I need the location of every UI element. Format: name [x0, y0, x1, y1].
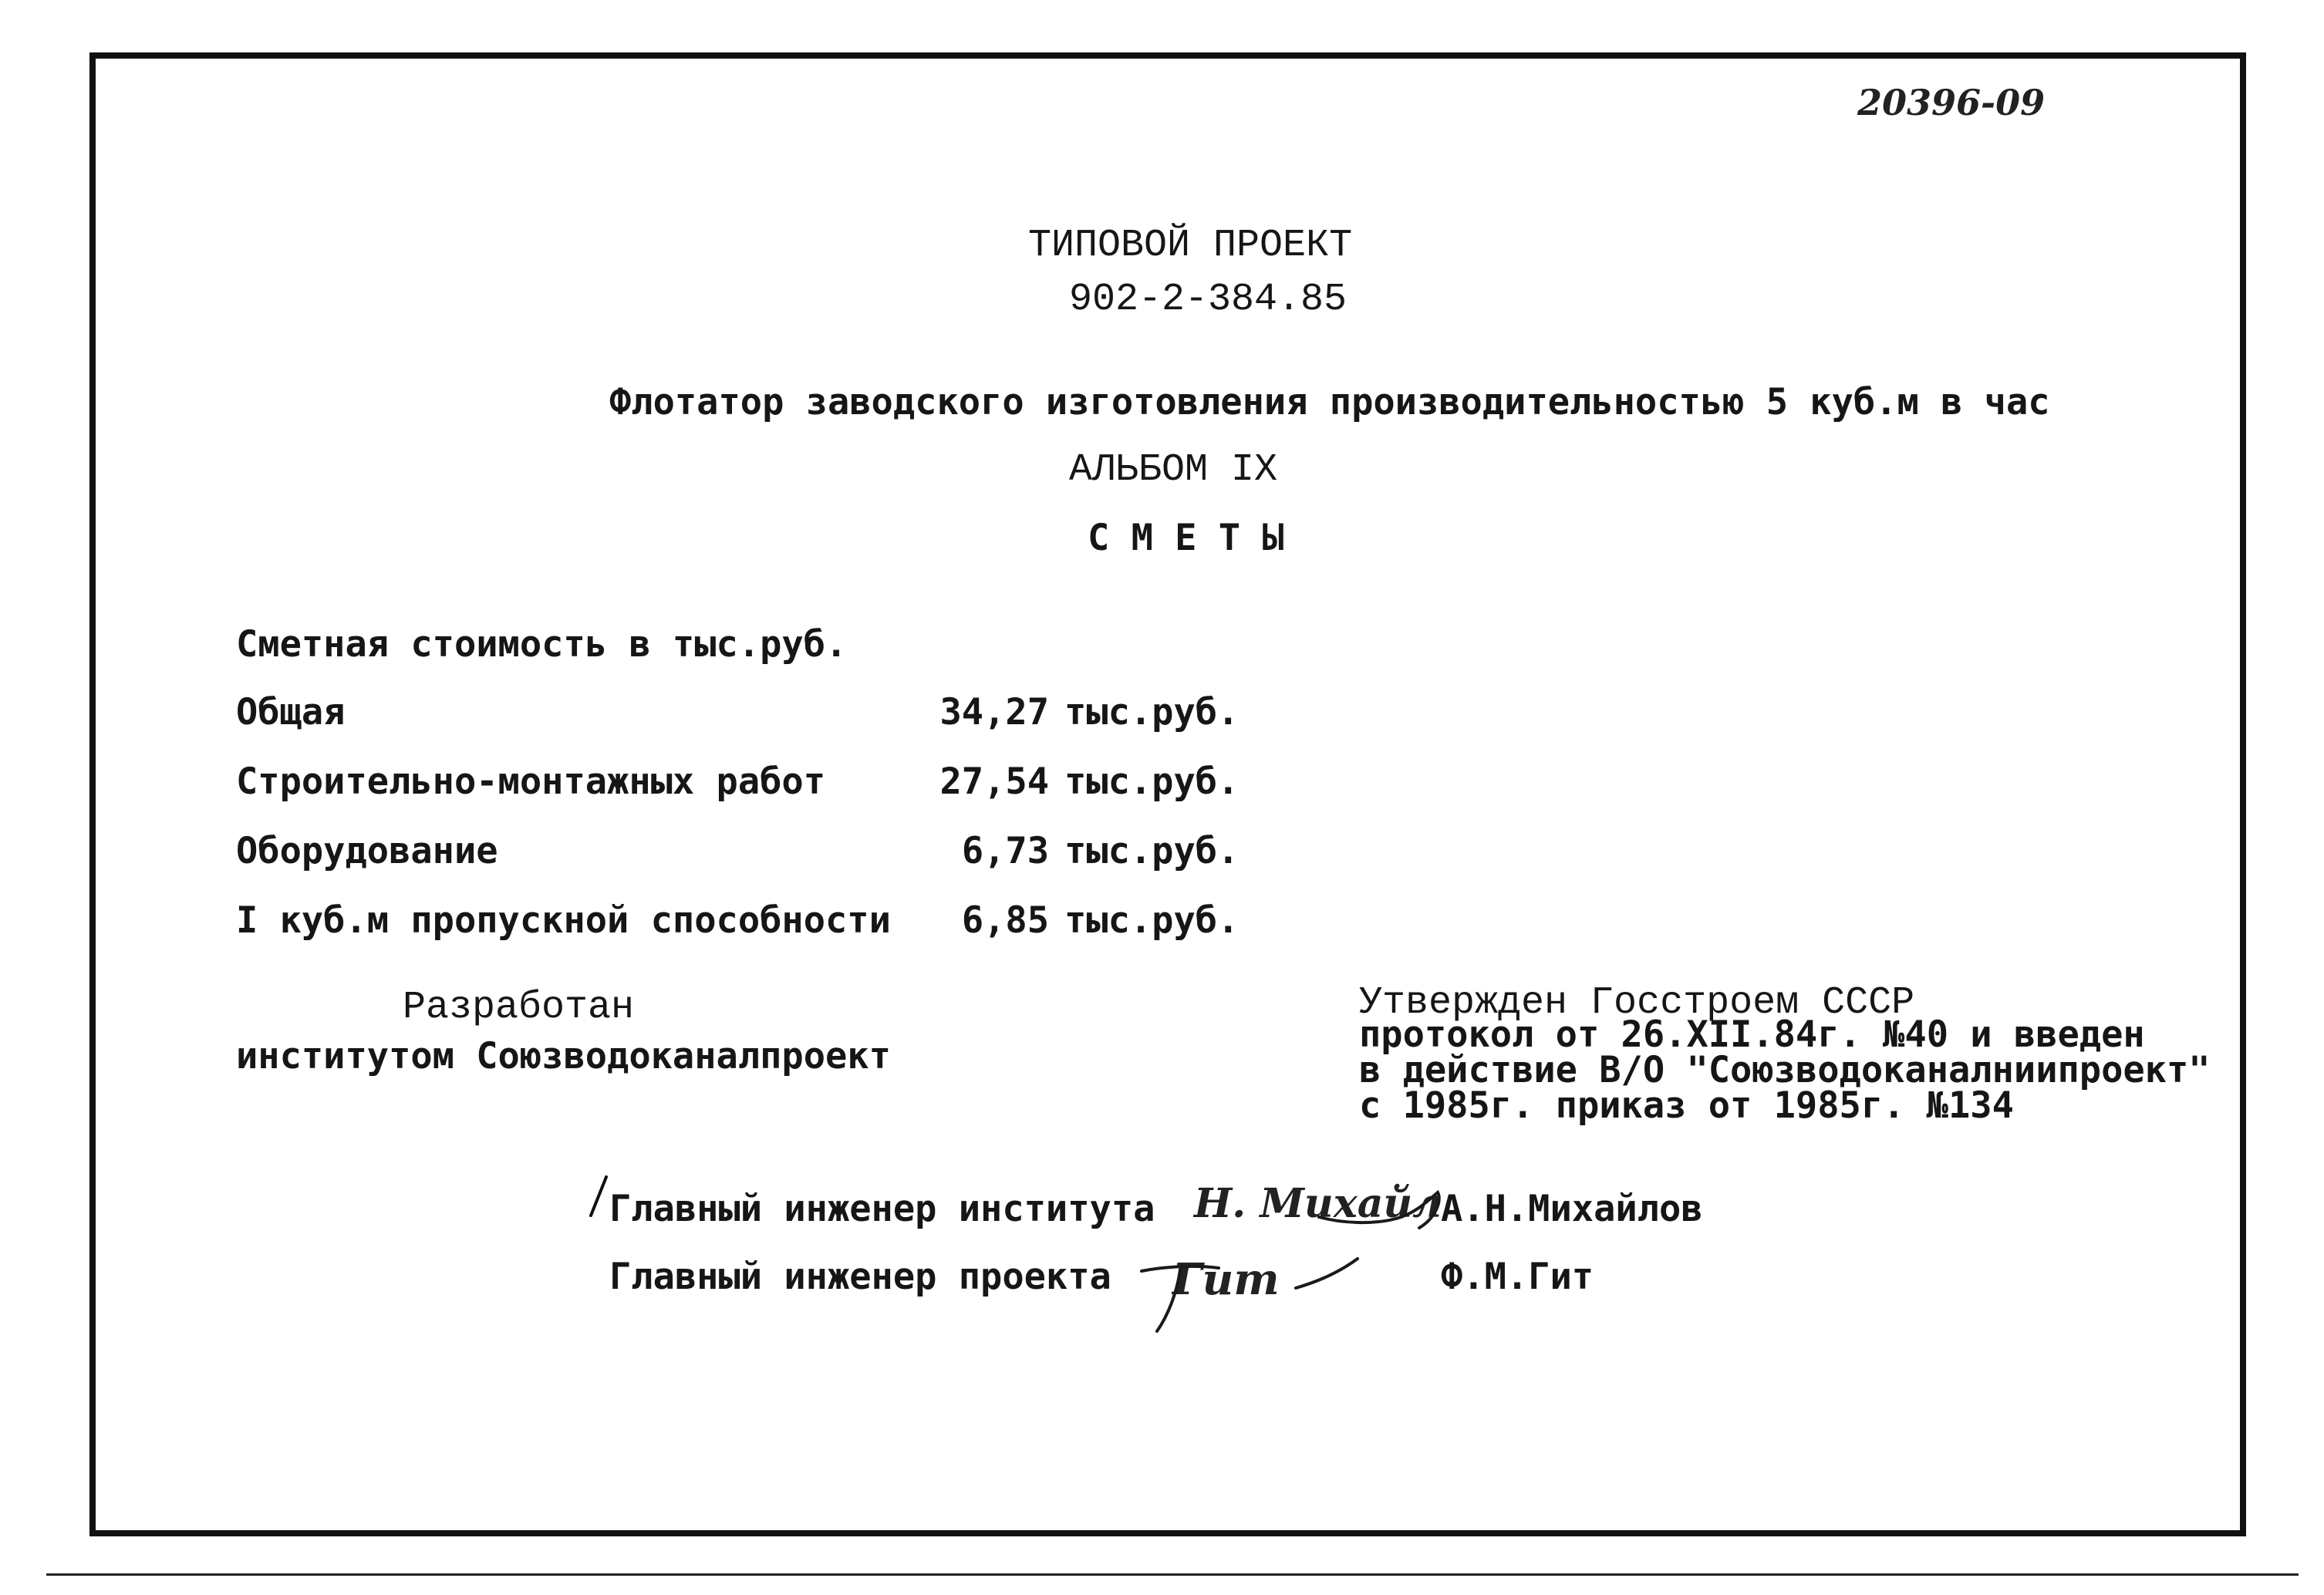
cost-row-unit: тыс.руб. [1064, 691, 1240, 733]
album-label: АЛЬБОМ IX [1069, 448, 1278, 492]
cost-heading: Сметная стоимость в тыс.руб. [236, 623, 848, 666]
signatory-role: Главный инженер института [609, 1188, 1155, 1230]
developed-institute: институтом Союзводоканалпроект [236, 1035, 891, 1077]
developed-label: Разработан [403, 986, 635, 1030]
approval-line: в действие В/О "Союзводоканалниипроект" [1359, 1049, 2211, 1091]
cost-row-unit: тыс.руб. [1064, 830, 1240, 872]
section-title: С М Е Т Ы [1088, 517, 1284, 559]
approval-line: протокол от 26.XII.84г. №40 и введен [1359, 1013, 2145, 1056]
project-number: 902-2-384.85 [1069, 278, 1348, 322]
cost-row-value: 34,27 [939, 691, 1049, 733]
cost-row-label: Общая [236, 691, 346, 733]
project-subject: Флотатор заводского изготовления производительностью 5 куб.м в час [609, 381, 2050, 423]
signatory-name: А.Н.Михайлов [1441, 1188, 1703, 1230]
approval-line: Утвержден Госстроем СССР [1359, 981, 1915, 1025]
cost-row-label: Строительно-монтажных работ [236, 760, 826, 803]
cost-row-label: I куб.м пропускной способности [236, 899, 891, 942]
approval-line: с 1985г. приказ от 1985г. №134 [1359, 1084, 2014, 1127]
cost-row-unit: тыс.руб. [1064, 760, 1240, 803]
cost-row-unit: тыс.руб. [1064, 899, 1240, 942]
doc-type-title: ТИПОВОЙ ПРОЕКТ [1028, 224, 1353, 268]
cost-row-value: 6,73 [961, 830, 1049, 872]
signature-git: Гит [1172, 1254, 1280, 1305]
signature-mikhaylov: Н. Михайл [1194, 1180, 1442, 1227]
tick-mark [586, 1174, 609, 1220]
signatory-name: Ф.М.Гит [1441, 1256, 1594, 1298]
signature-flourish [1103, 1231, 1381, 1339]
archive-number: 20396-09 [1857, 82, 2046, 123]
cost-row-value: 27,54 [939, 760, 1049, 803]
cost-row-label: Оборудование [236, 830, 498, 872]
cost-row-value: 6,85 [961, 899, 1049, 942]
signatory-role: Главный инженер проекта [609, 1256, 1111, 1298]
page-bottom-rule [46, 1573, 2299, 1576]
